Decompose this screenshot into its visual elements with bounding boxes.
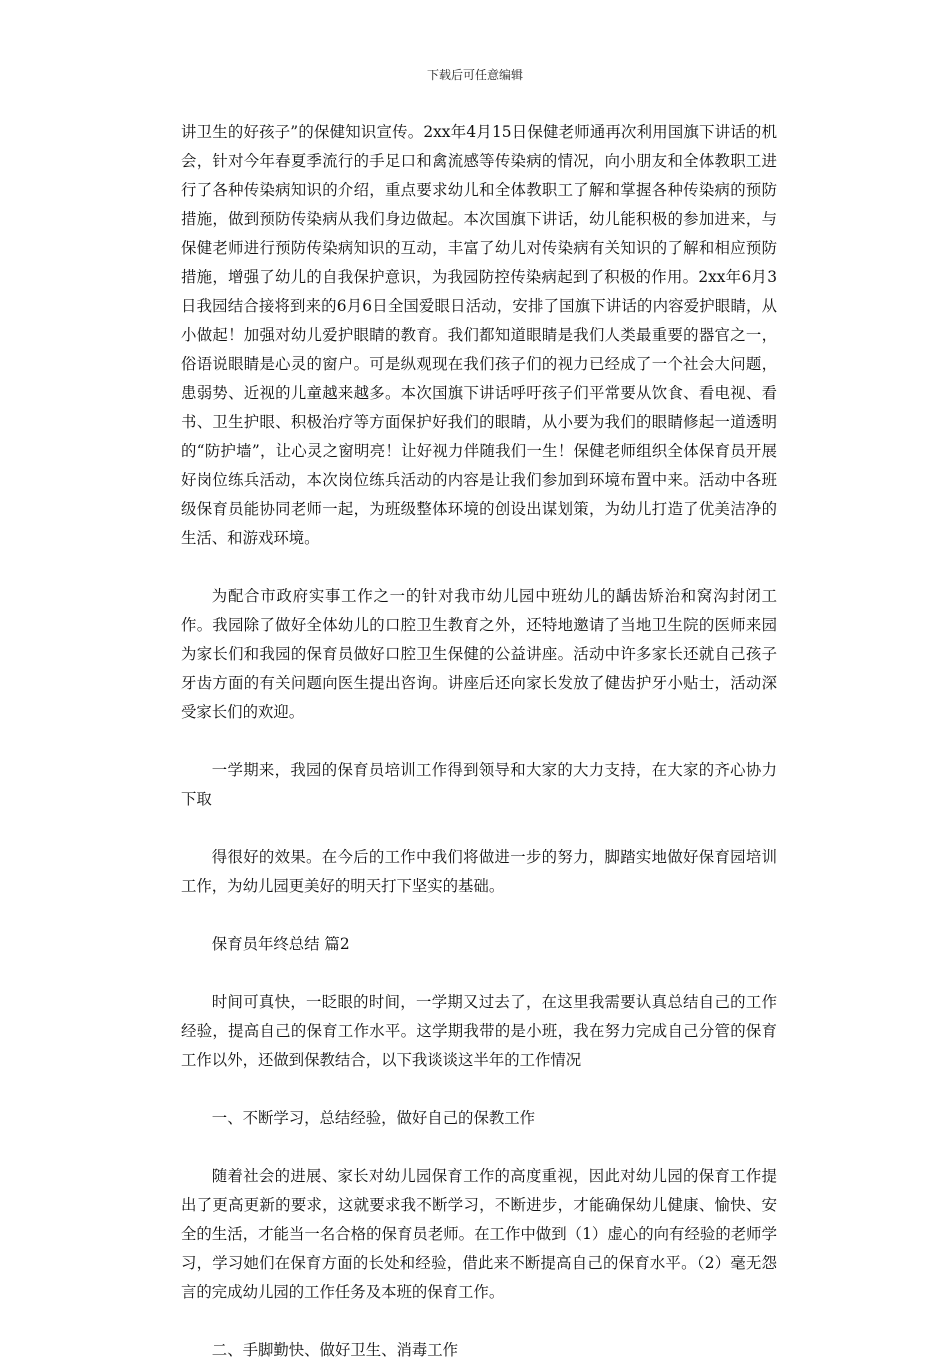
paragraph-social-development: 随着社会的进展、家长对幼儿园保育工作的高度重视，因此对幼儿园的保育工作提出了更高更新的要求，这就要求我不断学习，不断进步，才能确保幼儿健康、愉快、安全的生活，才能当一名合格的保育员老师。在工作中做到（1）虚心的向有经验的老师学习，学习她们在保育方面的长处和经验，借此来不断提高自己的保育水平。（2）毫无怨言的完成幼儿园的工作任务及本班的保育工作。 [181, 1167, 777, 1301]
paragraph-semester-training: 一学期来，我园的保育员培训工作得到领导和大家的大力支持，在大家的齐心协力下取 [181, 761, 777, 808]
paragraph-health-talks: 讲卫生的好孩子”的保健知识宣传。2xx年4月15日保健老师通再次利用国旗下讲话的机会，针对今年春夏季流行的手足口和禽流感等传染病的情况，向小朋友和全体教职工进行了各种传染病知识的介绍，重点要求幼儿和全体教职工了解和掌握各种传染病的预防措施，做到预防传染病从我们身边做起。本次国旗下讲话，幼儿能积极的参加进来，与保健老师进行预防传染病知识的互动，丰富了幼儿对传染病有关知识的了解和相应预防措施，增强了幼儿的自我保护意识，为我园防控传染病起到了积极的作用。2xx年6月3日我园结合接将到来的6月6日全国爱眼日活动，安排了国旗下讲话的内容爱护眼睛，从小做起！加强对幼儿爱护眼睛的教育。我们都知道眼睛是我们人类最重要的器官之一，俗语说眼睛是心灵的窗户。可是纵观现在我们孩子们的视力已经成了一个社会大问题，患弱势、近视的儿童越来越多。本次国旗下讲话呼吁孩子们平常要从饮食、看电视、看书、卫生护眼、积极治疗等方面保护好我们的眼睛，从小要为我们的眼睛修起一道透明的“防护墙”，让心灵之窗明亮！让好视力伴随我们一生！保健老师组织全体保育员开展好岗位练兵活动，本次岗位练兵活动的内容是让我们参加到环境布置中来。活动中各班级保育员能协同老师一起，为班级整体环境的创设出谋划策，为幼儿打造了优美洁净的生活、和游戏环境。 [181, 123, 777, 547]
document-body [181, 118, 777, 1365]
paragraph-results: 得很好的效果。在今后的工作中我们将做进一步的努力，脚踏实地做好保育园培训工作，为幼儿园更美好的明天打下坚实的基础。 [181, 848, 777, 895]
heading-hygiene-disinfection: 二、手脚勤快、做好卫生、消毒工作 [211, 1341, 459, 1359]
heading-keep-learning: 一、不断学习，总结经验，做好自己的保教工作 [211, 1109, 536, 1127]
section-title-part2: 保育员年终总结 篇2 [211, 935, 350, 953]
page-header-note: 下载后可任意编辑 [426, 68, 523, 82]
paragraph-dental-care: 为配合市政府实事工作之一的针对我市幼儿园中班幼儿的龋齿矫治和窝沟封闭工作。我园除了做好全体幼儿的口腔卫生教育之外，还特地邀请了当地卫生院的医师来园为家长们和我园的保育员做好口腔卫生保健的公益讲座。活动中许多家长还就自己孩子牙齿方面的有关问题向医生提出咨询。讲座后还向家长发放了健齿护牙小贴士，活动深受家长们的欢迎。 [181, 587, 777, 721]
paragraph-time-flies: 时间可真快，一眨眼的时间，一学期又过去了，在这里我需要认真总结自己的工作经验，提高自己的保育工作水平。这学期我带的是小班，我在努力完成自己分管的保育工作以外，还做到保教结合，以下我谈谈这半年的工作情况 [181, 993, 777, 1069]
